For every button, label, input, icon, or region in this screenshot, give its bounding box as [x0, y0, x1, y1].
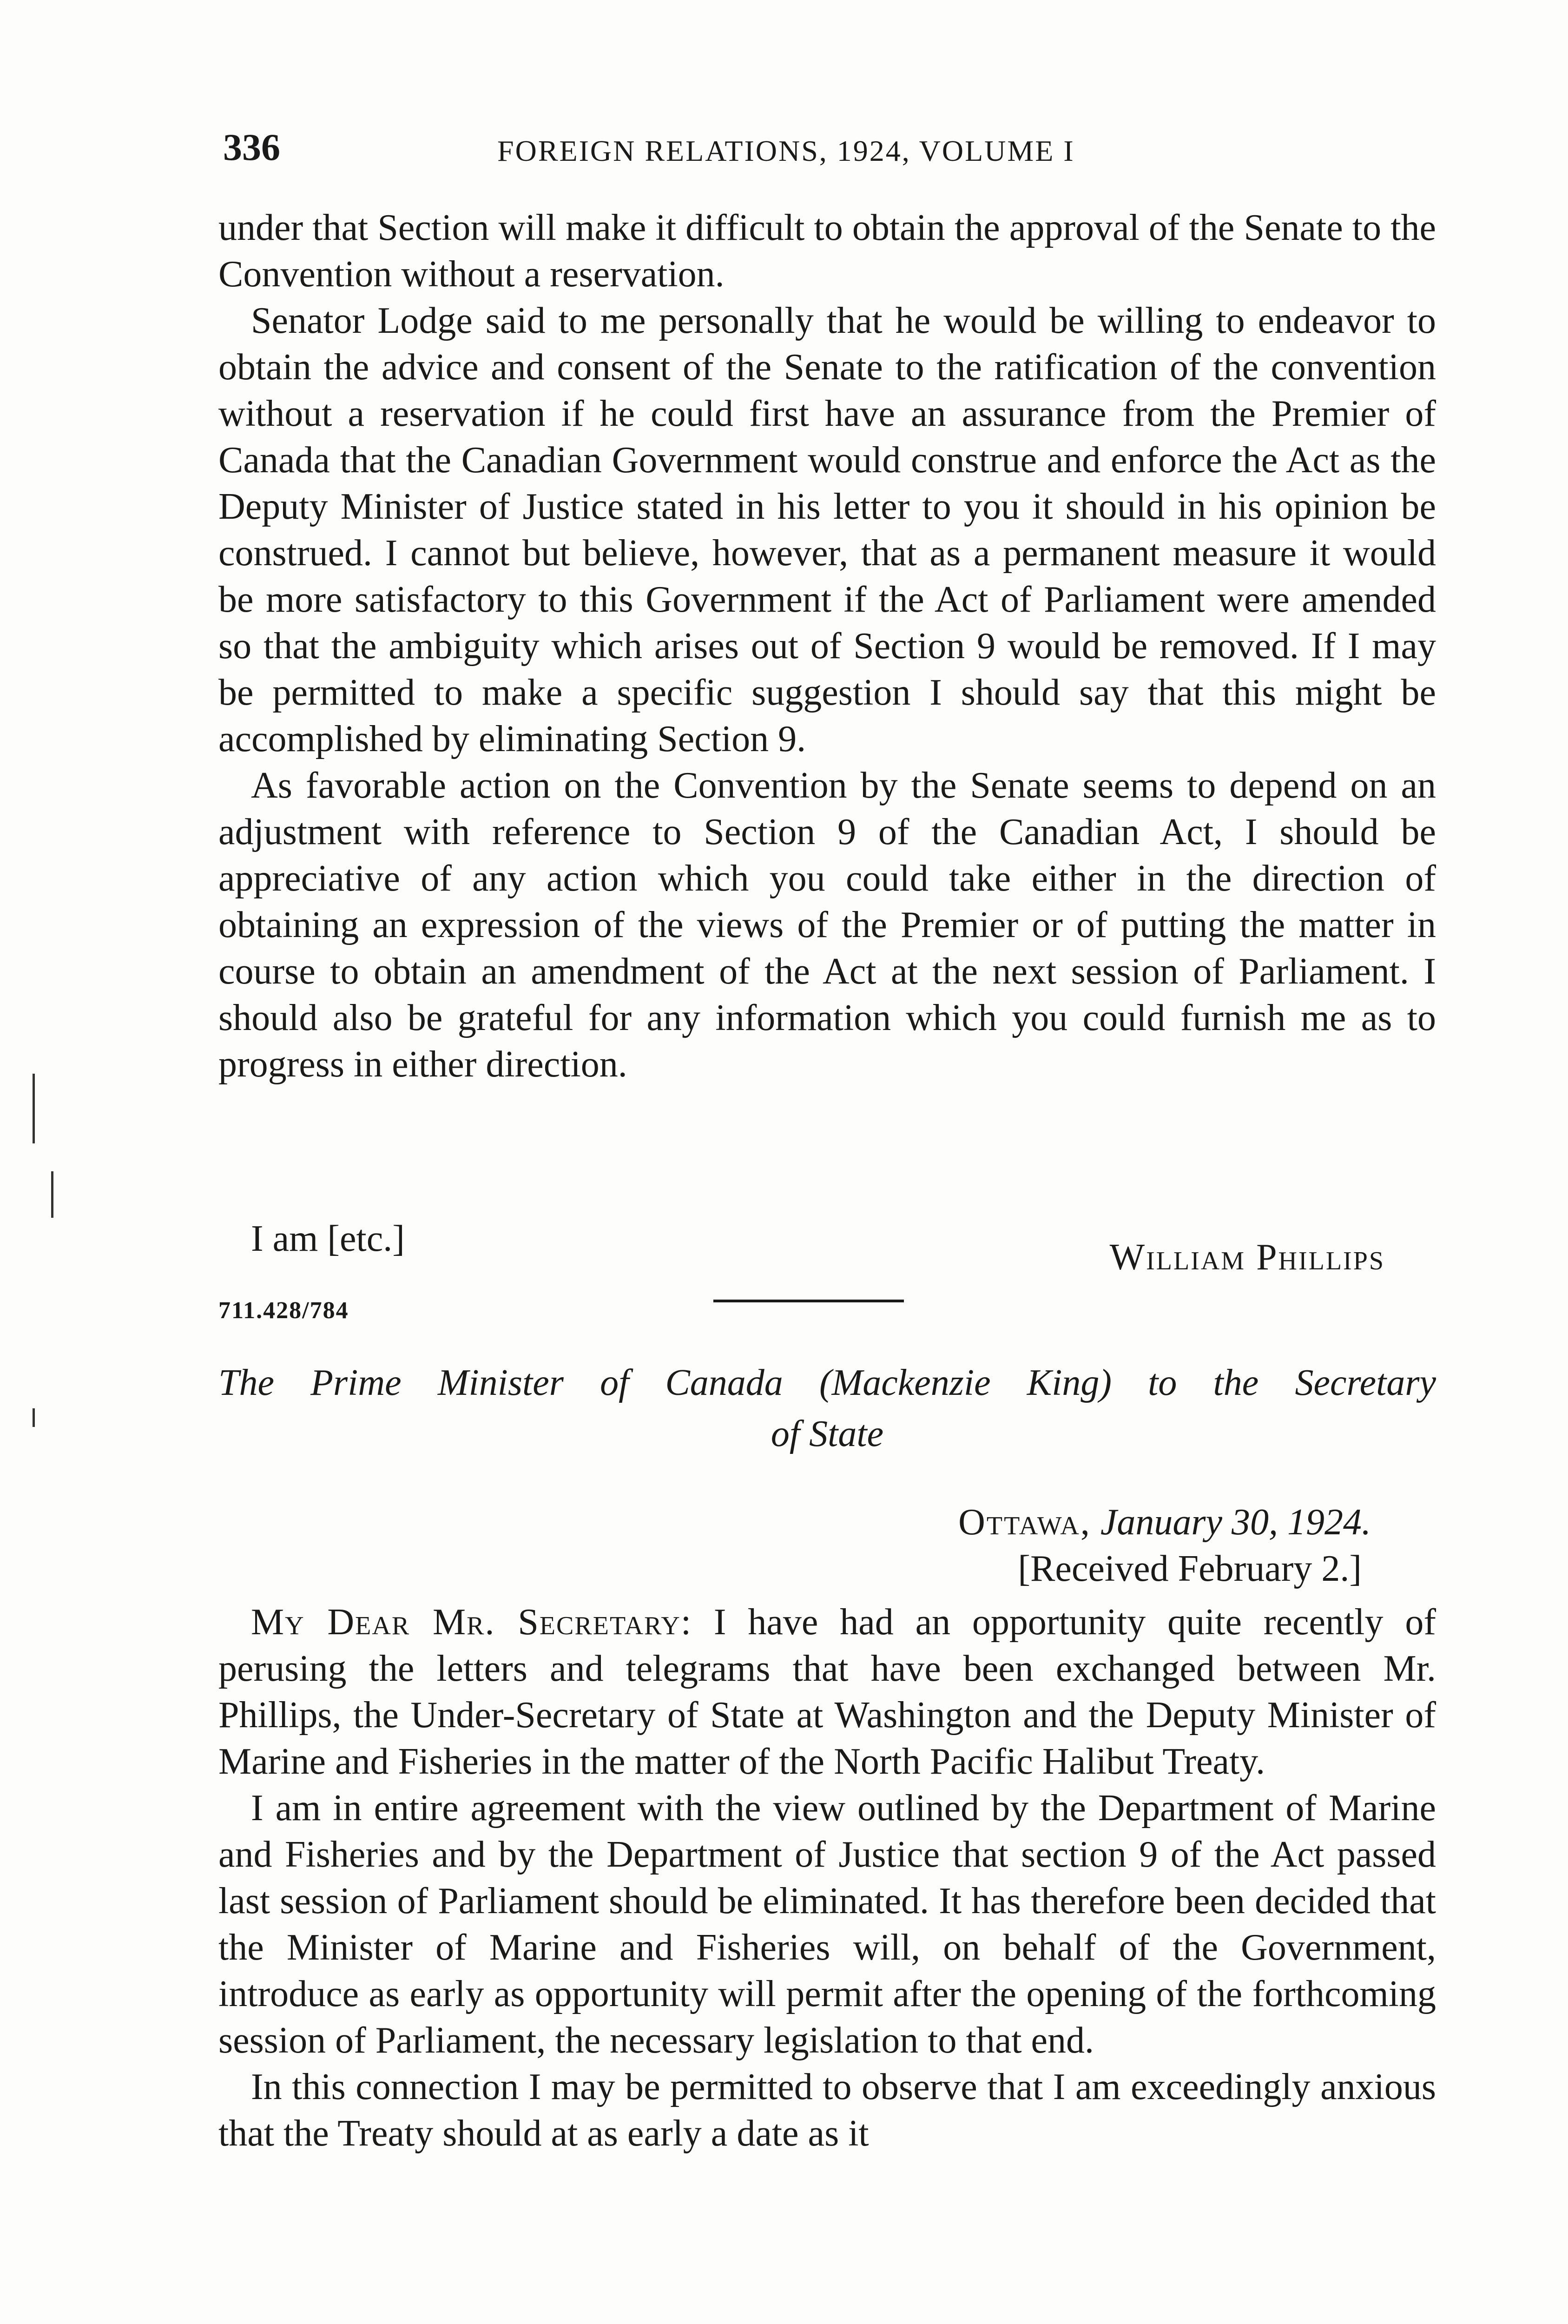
salutation: My Dear Mr. Secretary: — [251, 1602, 692, 1643]
closing-phrase: I am [etc.] — [251, 1218, 405, 1259]
received-note: [Received February 2.] — [1018, 1548, 1362, 1589]
heading-line: of State — [771, 1413, 884, 1454]
section-divider — [713, 1300, 904, 1302]
running-head: FOREIGN RELATIONS, 1924, VOLUME I — [497, 134, 1075, 167]
document-heading — [218, 1357, 1436, 1459]
paragraph-text: I have had an opportunity quite recently of perusing the letters and telegrams that have been exchanged between Mr. Phillips, the Under-Secretary of State at Washington and the Deputy Minister of Marine and Fisheries in the matter of the North Pacific Halibut Treaty. — [218, 1602, 1436, 1782]
file-number: 711.428/784 — [218, 1297, 349, 1324]
dateline-place: Ottawa, — [958, 1502, 1091, 1543]
paragraph: Senator Lodge said to me personally that he would be willing to endeavor to obtain the advice and consent of the Senate to the ratification of the convention without a reservation if he could first have an assurance from the Premier of Canada that the Canadian Government would construe and enforce the Act as the Deputy Minister of Justice stated in his letter to you it should in his opinion be construed. I cannot but believe, however, that as a permanent measure it would be more satisfactory to this Government if the Act of Parliament were amended so that the ambiguity which arises out of Section 9 would be removed. If I may be permitted to make a specific suggestion I should say that this might be accomplished by eliminating Section 9. — [218, 300, 1436, 759]
paragraph: under that Section will make it difficult to obtain the approval of the Senate to the Convention without a reservation. — [218, 207, 1436, 295]
dateline-date: January 30, 1924. — [1100, 1502, 1371, 1543]
page-header — [218, 125, 1450, 177]
paragraph — [218, 1599, 1436, 1785]
dateline — [218, 1497, 1371, 1548]
letter-king-body — [218, 1599, 1436, 2157]
paragraph: In this connection I may be permitted to observe that I am exceedingly anxious that the Treaty should at as early a date as it — [218, 2067, 1436, 2154]
letter-closing — [218, 1218, 1436, 1278]
margin-mark — [33, 1074, 35, 1143]
paragraph: As favorable action on the Convention by the Senate seems to depend on an adjustment with reference to Section 9 of the Canadian Act, I should be appreciative of any action which you could take either in the direction of obtaining an expression of the views of the Premier or of putting the matter in course to obtain an amendment of the Act at the next session of Parliament. I should also be grateful for any information which you could furnish me as to progress in either direction. — [218, 765, 1436, 1085]
signature: William Phillips — [1109, 1237, 1385, 1278]
letter-phillips-body — [218, 205, 1436, 1088]
heading-line: The Prime Minister of Canada (Mackenzie King) to the Secretary — [218, 1362, 1436, 1403]
margin-mark — [33, 1408, 35, 1427]
page-number: 336 — [223, 126, 280, 168]
paragraph: I am in entire agreement with the view outlined by the Department of Marine and Fisheries and by the Department of Justice that section 9 of the Act passed last session of Parliament should be eliminated. It has therefore been decided that the Minister of Marine and Fisheries will, on behalf of the Government, introduce as early as opportunity will permit after the opening of the forthcoming session of Parliament, the necessary legislation to that end. — [218, 1788, 1436, 2061]
margin-mark — [51, 1171, 53, 1218]
